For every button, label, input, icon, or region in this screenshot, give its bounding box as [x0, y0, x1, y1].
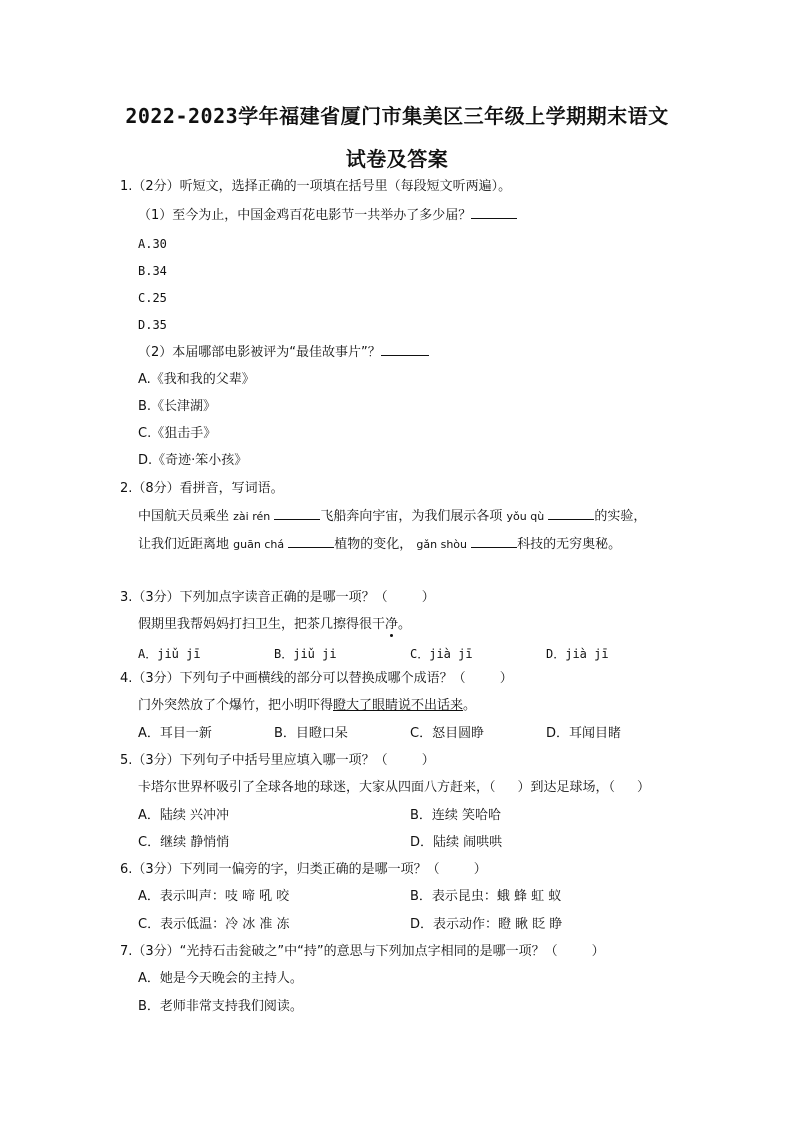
answer-blank	[274, 507, 320, 520]
q5-option-c: C．继续 静悄悄	[138, 835, 230, 850]
q2-text: 植物的变化，	[334, 537, 413, 552]
q1-sub2	[138, 343, 429, 362]
q3-stem-text: 3.（3分）下列加点字读音正确的是哪一项？（	[120, 590, 388, 605]
q4-sentence	[138, 697, 476, 715]
q1-sub2-option-a: A.《我和我的父辈》	[138, 372, 255, 387]
q6-option-d: D．表示动作：瞪 瞅 眨 睁	[410, 917, 563, 932]
q3-option-c: C．jià jī	[410, 647, 473, 661]
q1-sub1-option-b: B.34	[138, 264, 167, 278]
q5-stem-end: ）	[421, 753, 435, 768]
q2-line2	[138, 535, 621, 554]
q6-option-a: A．表示叫声：吱 啼 吼 咬	[138, 889, 290, 904]
q6-option-c: C．表示低温：冷 冰 准 冻	[138, 917, 290, 932]
answer-blank	[471, 535, 517, 548]
q7-stem-end: ）	[591, 944, 605, 959]
q3-sentence-end: 。	[398, 617, 412, 632]
q3-stem	[120, 589, 435, 607]
q1-sub1-option-c: C.25	[138, 291, 167, 305]
q3-option-d: D．jià jī	[546, 647, 609, 661]
q1-sub2-text: （2）本届哪部电影被评为“最佳故事片”？	[138, 345, 381, 360]
q4-sentence-end: 。	[463, 698, 477, 713]
q5-option-b: B．连续 笑哈哈	[410, 808, 502, 823]
q3-stem-end: ）	[421, 590, 435, 605]
q4-option-c: C．怒目圆睁	[410, 726, 485, 741]
document-title-line1: 2022-2023学年福建省厦门市集美区三年级上学期期末语文	[125, 104, 669, 128]
q5-sentence	[138, 779, 650, 797]
document-title-line2: 试卷及答案	[345, 147, 449, 171]
dotted-char: 净	[385, 617, 399, 632]
q1-sub1-text: （1）至今为止，中国金鸡百花电影节一共举办了多少届？	[138, 208, 472, 223]
q7-option-b: B．老师非常支持我们阅读。	[138, 999, 303, 1014]
q1-sub1	[138, 206, 517, 225]
q4-stem-end: ）	[499, 671, 513, 686]
q2-text: 中国航天员乘坐	[138, 509, 230, 524]
q2-text: 的实验，	[594, 509, 647, 524]
q6-option-b: B．表示昆虫：蛾 蜂 虹 蚁	[410, 889, 562, 904]
q4-option-b: B．目瞪口呆	[274, 726, 348, 741]
q5-stem-text: 5.（3分）下列句子中括号里应填入哪一项？（	[120, 753, 388, 768]
q6-stem-end: ）	[473, 862, 487, 877]
q5-sentence-text: 卡塔尔世界杯吸引了全球各地的球迷，大家从四面八方赶来，（	[138, 780, 496, 795]
q4-option-a: A．耳目一新	[138, 726, 212, 741]
q7-stem-text: 7.（3分）“光持石击瓮破之”中“持”的意思与下列加点字相同的是哪一项？（	[120, 944, 558, 959]
pinyin-youqu: yǒu qù	[506, 510, 545, 523]
answer-blank	[471, 206, 517, 219]
answer-blank	[548, 507, 594, 520]
pinyin-ganshou: gǎn shòu	[416, 538, 467, 551]
q5-stem	[120, 752, 435, 770]
answer-blank	[381, 343, 429, 356]
q4-sentence-text: 门外突然放了个爆竹，把小明吓得	[138, 698, 334, 713]
q2-text: 让我们近距离地	[138, 537, 230, 552]
q6-stem-text: 6.（3分）下列同一偏旁的字，归类正确的是哪一项？（	[120, 862, 440, 877]
q6-stem	[120, 861, 487, 879]
q2-stem: 2.（8分）看拼音，写词语。	[120, 481, 284, 496]
q1-stem: 1.（2分）听短文，选择正确的一项填在括号里（每段短文听两遍）。	[120, 179, 512, 194]
pinyin-guancha: guān chá	[233, 538, 285, 551]
q3-sentence-text: 假期里我帮妈妈打扫卫生，把茶几擦得很干	[138, 617, 386, 632]
q2-text: 科技的无穷奥秘。	[517, 537, 622, 552]
pinyin-zairen: zài rén	[233, 510, 271, 523]
answer-blank	[288, 535, 334, 548]
q4-option-d: D．耳闻目睹	[546, 726, 622, 741]
q2-line1	[138, 507, 646, 526]
q5-sentence-text: ）到达足球场，（	[517, 780, 616, 795]
q1-sub2-option-d: D.《奇迹·笨小孩》	[138, 453, 248, 468]
q3-option-b: B．jiǔ ji	[274, 647, 337, 661]
q4-stem-text: 4.（3分）下列句子中画横线的部分可以替换成哪个成语？（	[120, 671, 466, 686]
q1-sub1-option-a: A.30	[138, 237, 167, 251]
q1-sub1-option-d: D.35	[138, 318, 167, 332]
q1-sub2-option-b: B.《长津湖》	[138, 399, 217, 414]
q7-stem	[120, 943, 605, 961]
q5-option-d: D．陆续 闹哄哄	[410, 835, 503, 850]
q3-option-a: A．jiǔ jī	[138, 647, 201, 661]
q5-option-a: A．陆续 兴冲冲	[138, 808, 230, 823]
q3-sentence	[138, 616, 411, 634]
q4-stem	[120, 670, 513, 688]
q5-sentence-end: ）	[637, 780, 651, 795]
q1-sub2-option-c: C.《狙击手》	[138, 426, 217, 441]
q7-option-a: A．她是今天晚会的主持人。	[138, 971, 303, 986]
underlined-phrase: 瞪大了眼睛说不出话来	[333, 698, 464, 713]
q2-text: 飞船奔向宇宙，为我们展示各项	[320, 509, 503, 524]
